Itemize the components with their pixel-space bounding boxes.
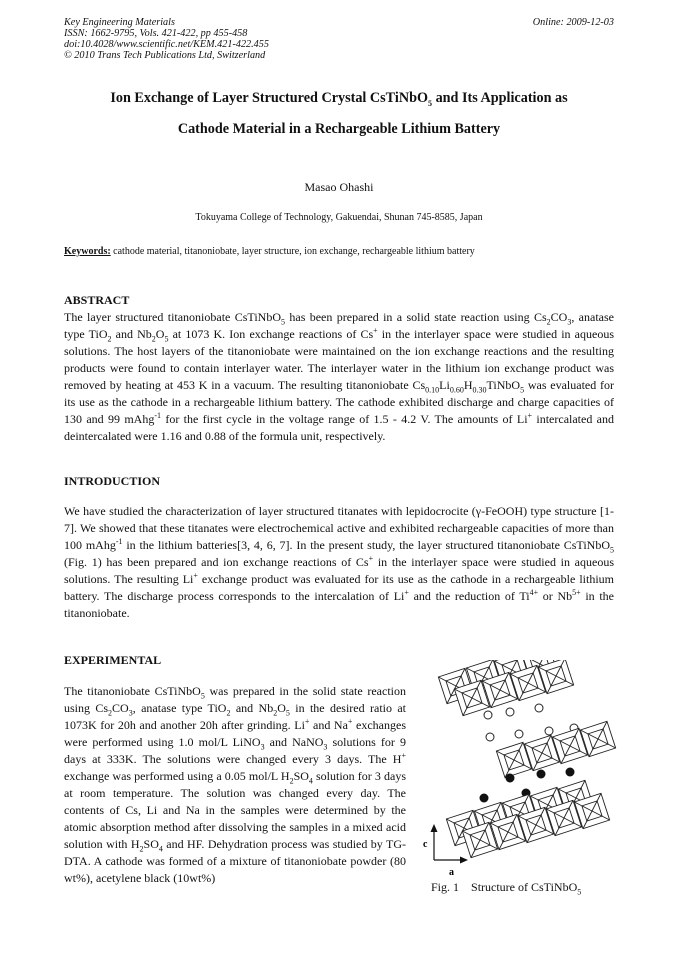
- affiliation: Tokuyama College of Technology, Gakuendai, Shunan 745-8585, Japan: [195, 212, 483, 223]
- octahedra-layer-middle: [496, 721, 615, 777]
- figure-caption: Fig. 1 Structure of CsTiNbO$_5$: [431, 880, 582, 897]
- doi-line: doi:10.4028/www.scientific.net/KEM.421-422.455: [64, 39, 269, 50]
- octahedra-layer-top: [438, 660, 573, 716]
- keywords-text: cathode material, titanoniobate, layer structure, ion exchange, rechargeable lithium battery: [110, 246, 475, 257]
- axis-c-label: c: [423, 839, 428, 850]
- paper-title-line-2: Cathode Material in a Rechargeable Lithium Battery: [177, 121, 501, 137]
- axis-a-label: a: [449, 867, 454, 878]
- journal-name: Key Engineering Materials: [64, 17, 175, 28]
- online-date: Online: 2009-12-03: [532, 17, 614, 28]
- author-name: Masao Ohashi: [304, 180, 374, 194]
- crystal-structure-figure: [418, 660, 618, 890]
- introduction-heading: INTRODUCTION: [64, 474, 161, 488]
- introduction-text: We have studied the characterization of layer structured titanates with lepidocrocite (γ-FeOOH) type structure [1-7]. We showed that these titanates were electrochemical active and exhibited rechargeable capacities of more than 100 mAhg$^{-1}$ in the lithium batteries[3, 4, 6, 7]. In the present study, the layer structured titanoniobate CsTiNbO$_5$ (Fig. 1) has been prepared and ion exchange reactions of Cs+ in the interlayer space were studied in aqueous solutions. The resulting Li+ exchange product was evaluated for its use as the cathode in a rechargeable lithium battery. The discharge process corresponds to the intercalation of Li+ and the reduction of $Ti^{4+}$ or $Nb^{5+}$ in the titanoniobate.: [64, 504, 615, 620]
- issn-line: ISSN: 1662-9795, Vols. 421-422, pp 455-458: [64, 28, 248, 39]
- abstract-text: The layer structured titanoniobate CsTiNbO$_5$ has been prepared in a solid state reaction using $Cs_2CO_3$, anatase type TiO$_2$ and $Nb_2O_5$ at 1073 K. Ion exchange reactions of Cs+ in the interlayer space were studied in aqueous solutions. The host layers of the titanoniobate were maintained on the ion exchange reactions and the resulting products were found to contain interlayer water. The interlayer water in the lithium ion exchange product was removed by heating at 453 K in a vacuum. The resulting titanoniobate $Cs_{0.10}Li_{0.60}H_{0.30}TiNbO_5$ was evaluated for its use as the cathode in a rechargeable lithium battery. The cathode exhibited discharge and charge capacities of 130 and 99 mAhg$^{-1}$ for the first cycle in the voltage range of 1.5 - 4.2 V. The amounts of Li+ intercalated and deintercalated were 1.16 and 0.88 of the formula unit, respectively.: [64, 310, 614, 443]
- paper-title-line-1: Ion Exchange of Layer Structured Crystal CsTiNbO$_5$ and Its Application as: [110, 90, 568, 108]
- abstract-heading: ABSTRACT: [64, 293, 130, 307]
- copyright-line: © 2010 Trans Tech Publications Ltd, Switzerland: [64, 50, 266, 61]
- experimental-heading: EXPERIMENTAL: [64, 653, 162, 667]
- journal-header: [64, 17, 269, 61]
- experimental-text: The titanoniobate CsTiNbO$_5$ was prepared in the solid state reaction using $Cs_2CO_3$, anatase type TiO$_2$ and $Nb_2O_5$ in the desired ratio at 1073K for 20h and another 20h after grinding. Li+ and Na+ exchanges were performed using 1.0 mol/L LiNO$_3$ and NaNO$_3$ solutions for 9 days at 333K. The solutions were changed every 3 days. The H+ exchange was performed using a 0.05 mol/L $H_2SO_4$ solution for 3 days at room temperature. The solution was changed every day. The contents of Cs, Li and Na in the samples were determined by the atomic absorption method after dissolving the samples in a mixed acid solution with $H_2SO_4$ and HF. Dehydration process was studied by TG-DTA. A cathode was formed of a mixture of titanoniobate powder (80 wt%), acetylene black (10wt%): [64, 684, 407, 885]
- keywords: [64, 246, 624, 257]
- keywords-label: Keywords:: [64, 246, 111, 257]
